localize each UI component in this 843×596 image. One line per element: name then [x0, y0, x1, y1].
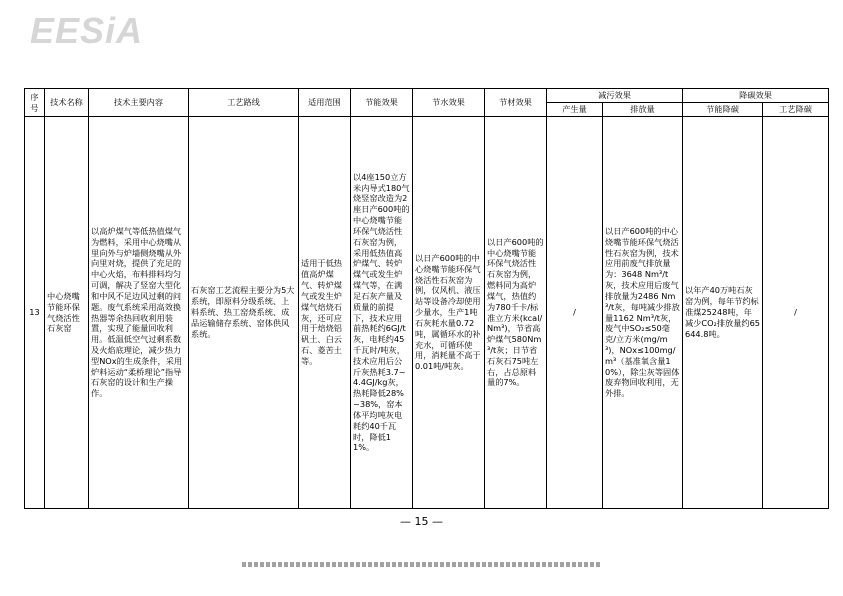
- header-pollution-gen: 产生量: [547, 103, 603, 117]
- header-seq: 序号: [25, 89, 45, 117]
- page-number: — 15 —: [400, 515, 443, 528]
- row-content: 以高炉煤气等低热值煤气为燃料，采用中心烧嘴从里向外与炉墙侧烧嘴从外向里对烧，提供了充足的中心火焰，布料排料均匀可调，解决了竖窑大型化和中风不足边风过剩的问题。废气系统采用高效换热器等余热回收利用装置，实现了能量回收利用。低温低空气过剩系数及火焰底理论，减少热力型NOx的生成条件，采用炉料运动“柔桥理论”指导石灰窑的设计和生产操作。: [89, 117, 189, 509]
- header-material: 节材效果: [485, 89, 547, 117]
- header-carbon-energy: 节能降碳: [683, 103, 763, 117]
- header-content: 技术主要内容: [89, 89, 189, 117]
- row-energy: 以4座150立方米内导式180气烧竖窑改造为2座日产600吨的中心烧嘴节能环保气烧活性石灰窑为例，采用低热值高炉煤气、转炉煤气或发生炉煤气等，在满足石灰产量及质量的前提下，技术应用前热耗约6GJ/t灰，电耗约45千瓦时/吨灰，技术应用后公斤灰热耗3.7~4.4GJ/kg灰，热耗降低28%~38%，窑本体平均吨灰电耗约40千瓦时，降低11%。: [351, 117, 413, 509]
- row-pollution-gen: /: [547, 117, 603, 509]
- header-scope: 适用范围: [299, 89, 351, 117]
- row-carbon-process: /: [763, 117, 829, 509]
- header-carbon: 降碳效果: [683, 89, 829, 103]
- row-process: 石灰窑工艺流程主要分为5大系统，即原料分级系统、上料系统、热工窑烧系统、成品运输储存系统、窑体供风系统。: [189, 117, 299, 509]
- row-carbon-energy: 以年产40万吨石灰窑为例，每年节约标准煤25248吨，年减少CO₂排放量约65644.8吨。: [683, 117, 763, 509]
- header-row-1: [25, 89, 829, 103]
- header-pollution-emit: 排放量: [603, 103, 683, 117]
- row-water: 以日产600吨的中心烧嘴节能环保气烧活性石灰窑为例，仅风机、液压站等设备冷却使用少量水，生产1吨石灰耗水量0.72吨，属循环水的补充水，可循环使用，消耗量不高于0.01吨/吨灰。: [413, 117, 485, 509]
- row-name: 中心烧嘴节能环保气烧活性石灰窑: [45, 117, 89, 509]
- eesia-logo: EESiA: [30, 10, 144, 51]
- technology-table: [24, 88, 829, 509]
- header-carbon-process: 工艺降碳: [763, 103, 829, 117]
- header-process: 工艺路线: [189, 89, 299, 117]
- table-row: [25, 117, 829, 509]
- header-name: 技术名称: [45, 89, 89, 117]
- row-pollution-emit: 以日产600吨的中心烧嘴节能环保气烧活性石灰窑为例，技术应用前废气排放量为：3648 Nm³/t灰，技术应用后废气排放量为2486 Nm³/t灰，每吨减少排放量1162 Nm³/t灰，废气中SO₂≤50毫克/立方米(mg/m³)，NOx≤100mg/m³（基准氧含量10%），除尘灰等固体废弃物回收利用，无外排。: [603, 117, 683, 509]
- row-material: 以日产600吨的中心烧嘴节能环保气烧活性石灰窑为例，燃料同为高炉煤气，热值约为780千卡/标准立方米(kcal/Nm³)，节省高炉煤气580Nm³/t灰；日节省石灰石75吨左右，占总原料量的7%。: [485, 117, 547, 509]
- header-water: 节水效果: [413, 89, 485, 117]
- header-energy: 节能效果: [351, 89, 413, 117]
- header-pollution: 减污效果: [547, 89, 683, 103]
- footer-notice: [0, 562, 843, 568]
- row-seq: 13: [25, 117, 45, 509]
- row-scope: 适用于低热值高炉煤气、转炉煤气或发生炉煤气焙烧石灰，还可应用于焙烧铝矾土、白云石、菱苦土等。: [299, 117, 351, 509]
